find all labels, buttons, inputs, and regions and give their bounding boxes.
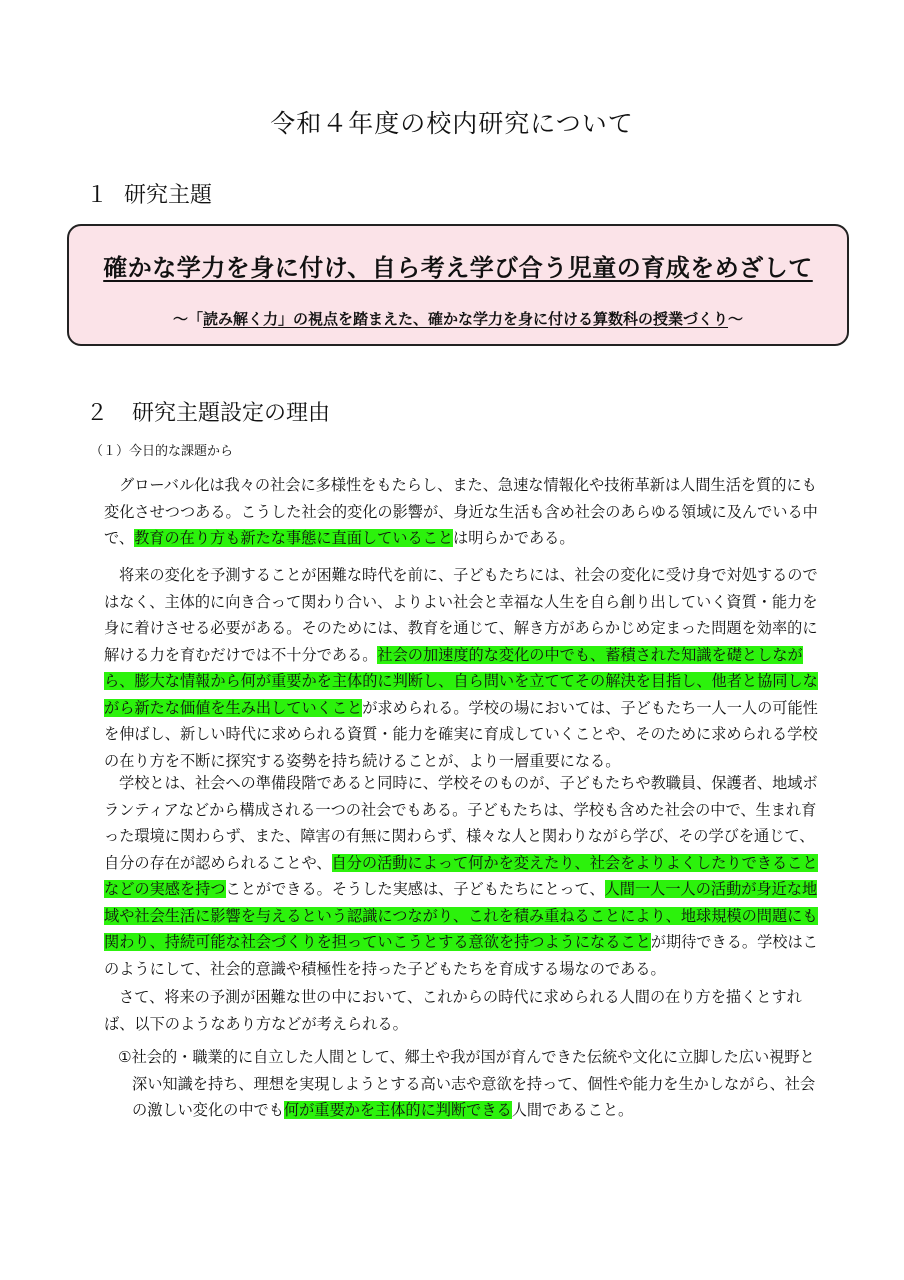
subsection-heading: （１）今日的な課題から: [90, 444, 234, 459]
section-1-number: １: [86, 183, 109, 208]
section-2-number: ２: [86, 401, 109, 426]
research-theme-box: [67, 224, 849, 346]
highlight: 社会の加速度的な変化の中でも、蓄積された知識を礎としなが: [377, 645, 803, 664]
list-item-1: ①社会的・職業的に自立した人間として、郷土や我が国が育んできた伝統や文化に立脚した広い視野と 深い知識を持ち、理想を実現しようとする高い志や意欲を持って、個性や能力を生かしながら、社会 の激しい変化の中でも何が重要かを主体的に判断できる人間であること。: [118, 1048, 816, 1119]
highlight: がら新たな価値を生み出していくこと: [104, 698, 363, 717]
highlight: 何が重要かを主体的に判断できる: [283, 1101, 512, 1119]
section-1-title: 研究主題: [124, 183, 213, 208]
section-2-title: 研究主題設定の理由: [132, 401, 331, 426]
highlight: 教育の在り方も新たな事態に直面していること: [134, 529, 454, 547]
research-theme-main: 確かな学力を身に付け、自ら考え学び合う児童の育成をめざして: [103, 254, 813, 282]
highlight: 域や社会生活に影響を与えるという認識につながり、これを積み重ねることにより、地球規模の問題にも: [104, 906, 818, 925]
paragraph-3: 学校とは、社会への準備段階であると同時に、学校そのものが、子どもたちや教職員、保護者、地域ボ ランティアなどから構成される一つの社会でもある。子どもたちは、学校も含めた社会の中で、生まれ育 った環境に関わらず、また、障害の有無に関わらず、様々な人と関わりながら学び、その学びを通じて、 自分の存在が認められることや、自分の活動によって何かを変えたり、社会をよりよくしたりできること などの実感を持つことができる。そうした実感は、子どもたちにとって、人間一人一人の活動が身近な地 域や社会生活に影響を与えるという認識につながり、これを積み重ねることにより、地球規模の問題にも 関わり、持続可能な社会づくりを担っていこうとする意欲を持つようになることが期待できる。学校はこ のようにして、社会的意識や積極性を持った子どもたちを育成する場なのである。: [104, 774, 818, 978]
section-1-heading: [86, 178, 212, 209]
paragraph-2: 将来の変化を予測することが困難な時代を前に、子どもたちには、社会の変化に受け身で対処するので はなく、主体的に向き合って関わり合い、よりよい社会と幸福な人生を自ら創り出していく資質・能力を 身に着けさせる必要がある。そのためには、教育を通じて、解き方があらかじめ定まった問題を効率的に 解ける力を育むだけでは不十分である。社会の加速度的な変化の中でも、蓄積された知識を礎としなが ら、膨大な情報から何が重要かを主体的に判断し、自ら問いを立ててその解決を目指し、他者と協同しな がら新たな価値を生み出していくことが求められる。学校の場においては、子どもたち一人一人の可能性 を伸ばし、新しい時代に求められる資質・能力を確実に育成していくことや、そのために求められる学校 の在り方を不断に探究する姿勢を持ち続けることが、より一層重要になる。: [104, 566, 818, 770]
paragraph-4: さて、将来の予測が困難な世の中において、これからの時代に求められる人間の在り方を描くとすれ ば、以下のようなあり方などが考えられる。: [104, 988, 802, 1033]
highlight: ら、膨大な情報から何が重要かを主体的に判断し、自ら問いを立ててその解決を目指し、他者と協同しな: [104, 672, 818, 690]
highlight: 人間一人一人の活動が身近な地: [604, 880, 818, 898]
page-title: 令和４年度の校内研究について: [270, 109, 634, 138]
highlight: 自分の活動によって何かを変えたり、社会をよりよくしたりできること: [331, 853, 818, 872]
highlight: などの実感を持つ: [104, 880, 226, 898]
highlight: 関わり、持続可能な社会づくりを担っていこうとする意欲を持つようになること: [104, 933, 651, 951]
section-2-heading: [86, 396, 330, 427]
research-theme-subtitle: ～「読み解く力」の視点を踏まえた、確かな学力を身に付ける算数科の授業づくり～: [172, 310, 744, 328]
paragraph-1: グローバル化は我々の社会に多様性をもたらし、また、急速な情報化や技術革新は人間生活を質的にも 変化させつつある。こうした社会的変化の影響が、身近な生活も含め社会のあらゆる領域に及んでいる中 で、教育の在り方も新たな事態に直面していることは明らかである。: [104, 476, 818, 547]
